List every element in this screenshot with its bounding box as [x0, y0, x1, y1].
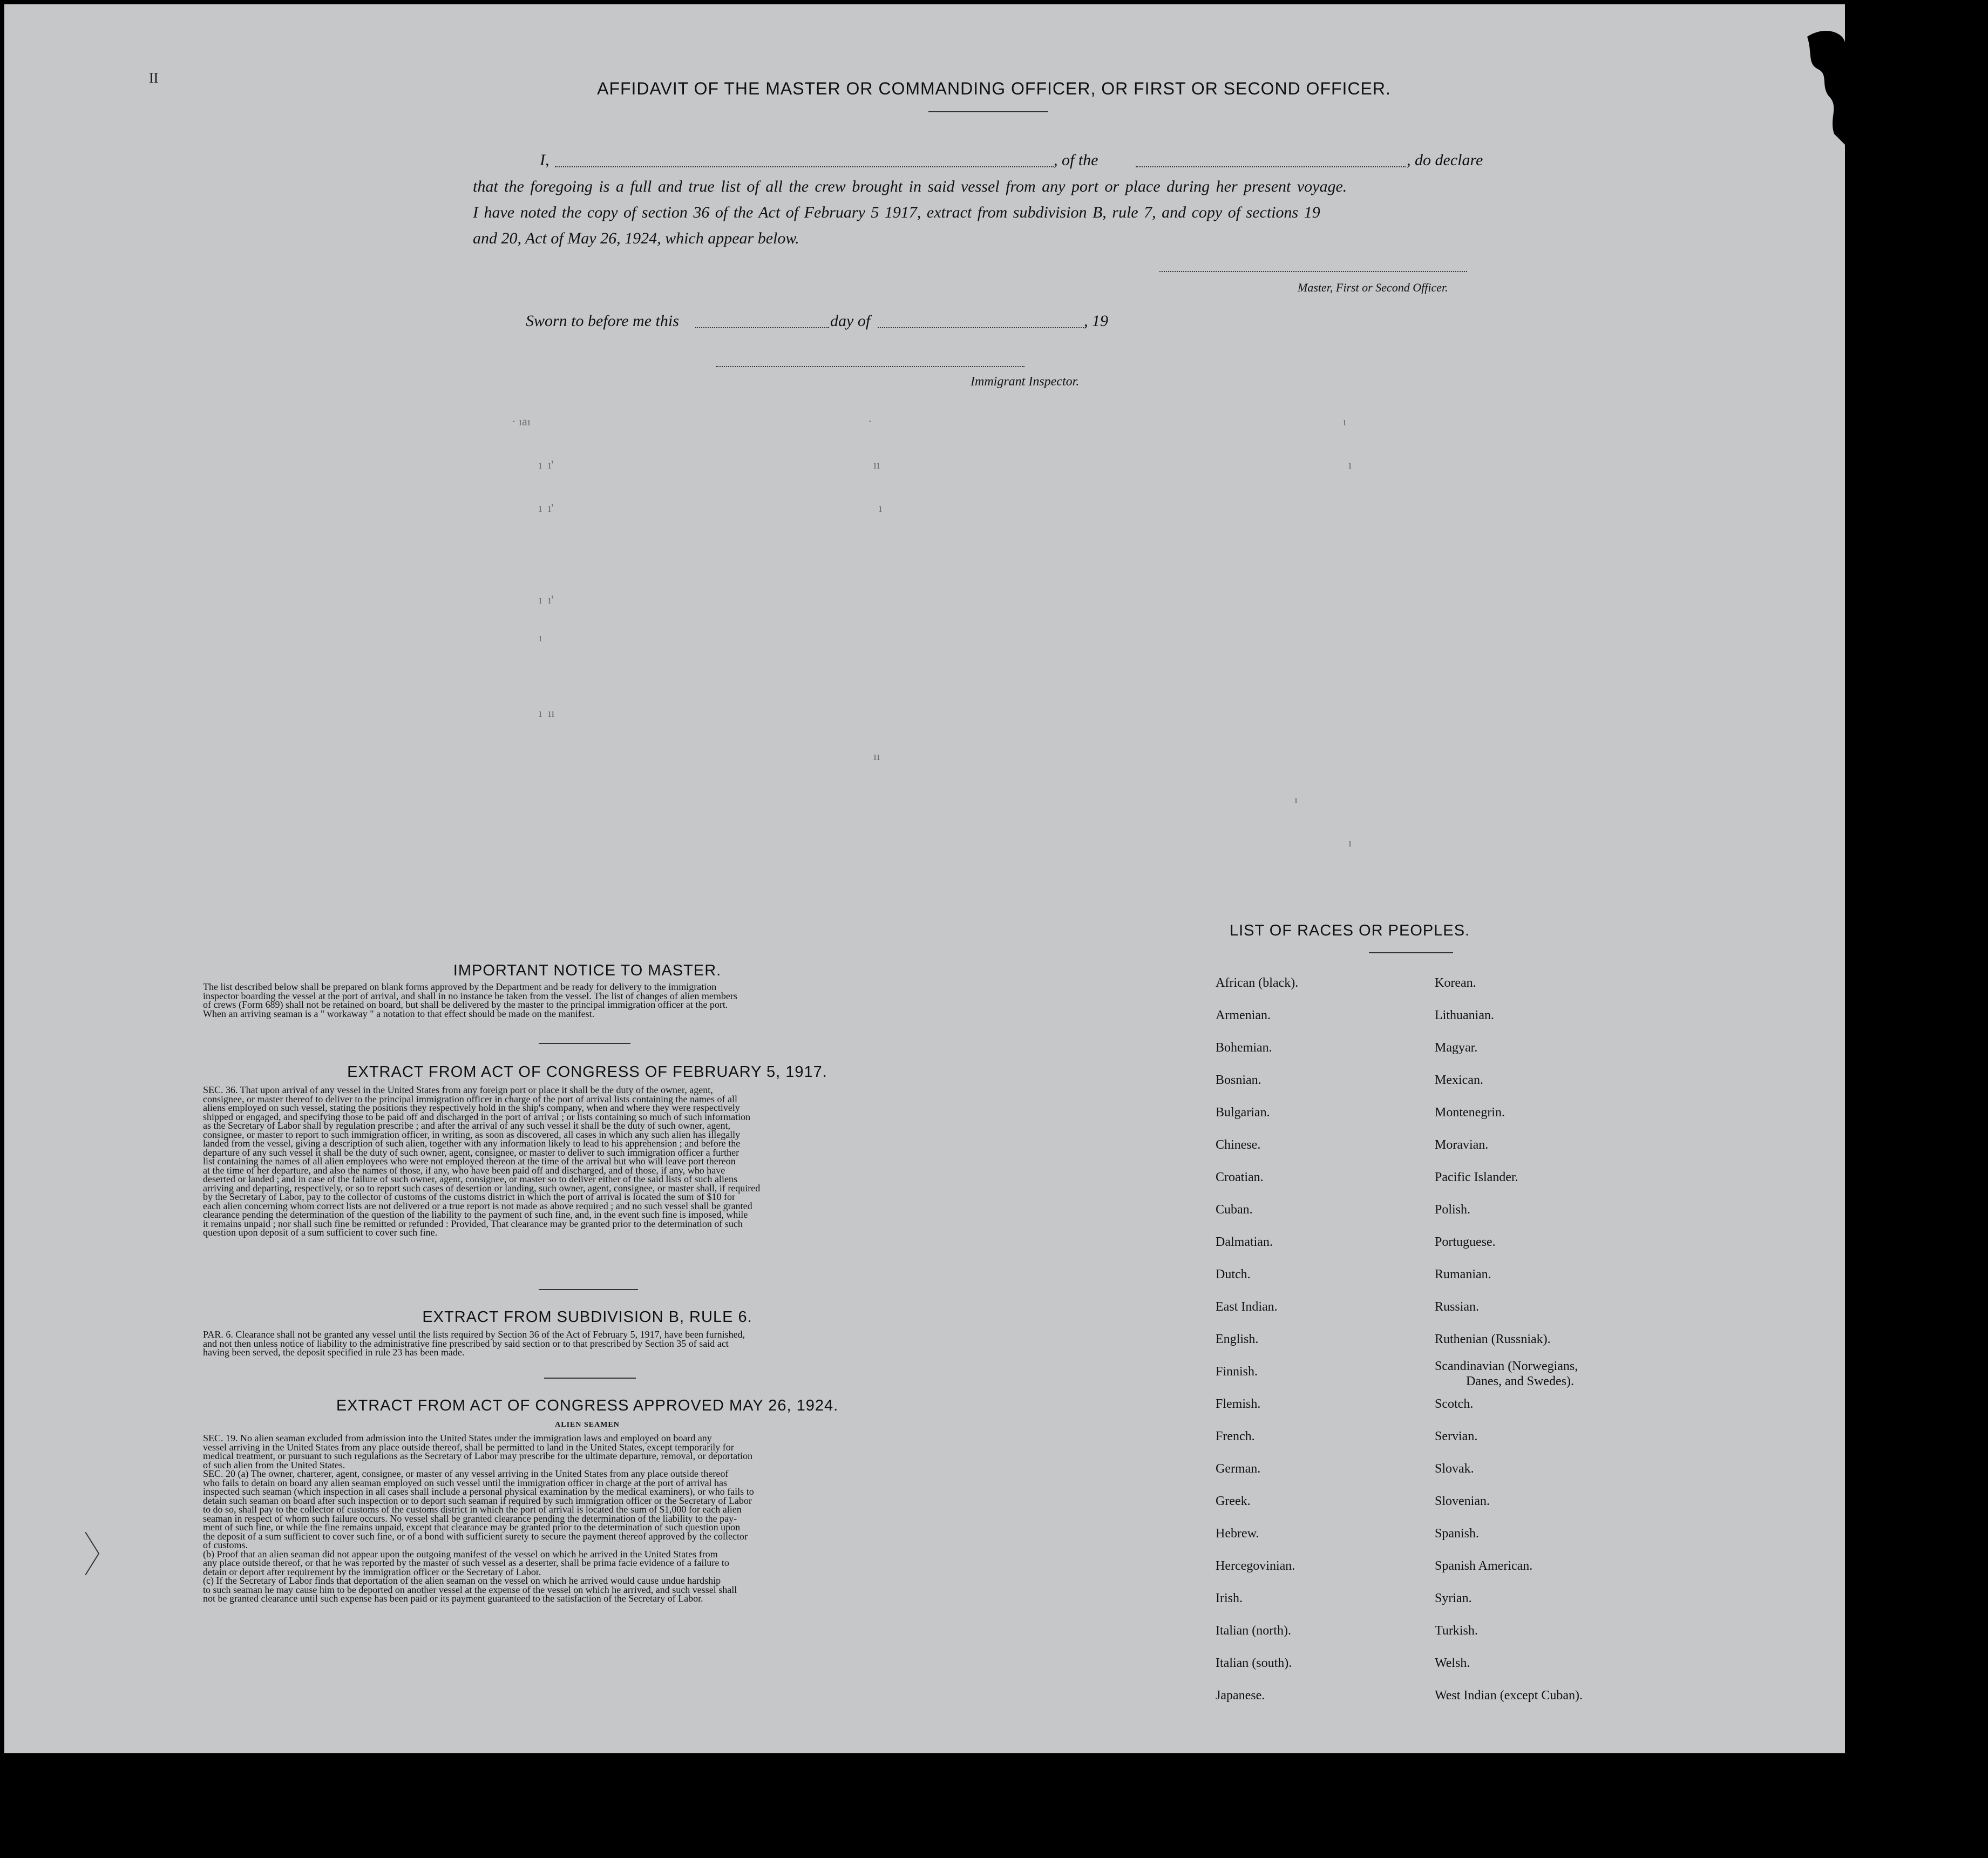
document-sheet [4, 4, 1845, 1753]
inspector-label: Immigrant Inspector. [971, 375, 1080, 389]
sworn-date-blank [695, 327, 829, 328]
race-item: German. [1216, 1462, 1261, 1476]
extract-1924-line: SEC. 19. No alien seaman excluded from admission into the United States under the immigration laws and employed on board any [203, 1433, 712, 1443]
extract-1917-line: consignee, or master to report to such immigration officer, in writing, as soon as discovered, all cases in which any such alien has illegally [203, 1129, 741, 1140]
notice-text [203, 982, 959, 1018]
race-item: Welsh. [1435, 1656, 1470, 1670]
rule6-line: having been served, the deposit specified in rule 23 has been made. [203, 1347, 465, 1358]
extract-1917-line: as the Secretary of Labor shall by regulation prescribe ; and after the arrival of any such vessel it shall be the duty of such owner, agent, [203, 1120, 730, 1131]
race-item: Greek. [1216, 1494, 1251, 1508]
extract-1917-line: at the time of her departure, and also the names of those, if any, who have been paid off and discharged, and of those, if any, who have [203, 1164, 725, 1176]
race-item: English. [1216, 1332, 1259, 1346]
edge-notch-icon [85, 1532, 101, 1575]
race-item: East Indian. [1216, 1300, 1278, 1314]
bleed-through-mark: ı ı' [539, 458, 554, 471]
notice-line: inspector boarding the vessel at the port of arrival, and shall in no instance be taken from the vessel. The list of changes of alien members [203, 990, 737, 1001]
race-item: West Indian (except Cuban). [1435, 1689, 1583, 1703]
sworn-year: , 19 [1084, 312, 1108, 330]
binder-hole-icon [1870, 1670, 1897, 1699]
affidavit-declare: , do declare [1407, 151, 1483, 169]
race-item: Syrian. [1435, 1591, 1472, 1605]
binder-hole-icon [1868, 1306, 1895, 1335]
extract-1917-title: EXTRACT FROM ACT OF CONGRESS OF FEBRUARY 5, 1917. [347, 1063, 827, 1081]
extract-1924-line: (c) If the Secretary of Labor finds that deportation of the alien seaman on the vessel on which he arrived would cause undue hardship [203, 1575, 721, 1586]
race-item: Spanish American. [1435, 1559, 1533, 1573]
race-item: French. [1216, 1429, 1255, 1443]
binder-hole-icon [1870, 1578, 1897, 1608]
sworn-day: day of [830, 312, 871, 330]
race-item: Turkish. [1435, 1624, 1478, 1638]
race-item: Bohemian. [1216, 1041, 1272, 1055]
bleed-through-mark: ı ıı [539, 706, 555, 720]
vessel-blank [1136, 166, 1406, 167]
section-divider [539, 1289, 638, 1290]
race-item: Scotch. [1435, 1397, 1474, 1411]
bleed-through-mark: ı [1348, 458, 1352, 471]
race-item: Russian. [1435, 1300, 1480, 1314]
affidavit-title: AFFIDAVIT OF THE MASTER OR COMMANDING OFFICER, OR FIRST OR SECOND OFFICER. [597, 79, 1391, 98]
race-item: Bosnian. [1216, 1073, 1261, 1087]
extract-1924-line: of customs. [203, 1540, 248, 1550]
race-item: Spanish. [1435, 1527, 1480, 1541]
race-item: Pacific Islander. [1435, 1170, 1518, 1184]
extract-1924-line: of such alien from the United States. [203, 1459, 345, 1470]
extract-1924-line: detain such seaman on board after such inspection or to deport such seaman if required by such immigration officer or the Secretary of Labor [203, 1495, 752, 1506]
signature-blank [1159, 271, 1467, 272]
extract-1924-line: detain or deport after requirement by the immigration officer or the Secretary of Labor. [203, 1566, 541, 1577]
bleed-through-mark: ı [539, 630, 542, 644]
extract-1917-line: SEC. 36. That upon arrival of any vessel in the United States from any foreign port or place it shall be the duty of the owner, agent, [203, 1084, 713, 1095]
bleed-through-mark: · [868, 415, 872, 428]
extract-1924-line: vessel arriving in the United States from any place outside thereof, shall be permitted to land in the United States, except temporarily for [203, 1441, 734, 1453]
race-item: Finnish. [1216, 1365, 1258, 1379]
binder-hole-icon [1868, 257, 1895, 286]
binder-hole-icon [1868, 341, 1895, 370]
rule6-title: EXTRACT FROM SUBDIVISION B, RULE 6. [422, 1308, 752, 1326]
binder-hole-icon [1868, 705, 1895, 734]
corner-mark: II [149, 70, 159, 86]
extract-1917-line: shipped or engaged, and specifying those to be paid off and discharged in the port of arrival ; or lists containing so much of such information [203, 1111, 751, 1122]
race-item: Italian (north). [1216, 1624, 1291, 1638]
extract-1924-line: (b) Proof that an alien seaman did not appear upon the outgoing manifest of the vessel on which he arrived in the United States from [203, 1548, 718, 1559]
extract-1924-line: seaman in respect of whom such failure occurs. No vessel shall be granted clearance pending the determination of the liability to the pay- [203, 1513, 737, 1524]
extract-1917-line: question upon deposit of a sum sufficient to cover such fine. [203, 1227, 438, 1238]
rule6-text [203, 1330, 959, 1357]
bleed-through-mark: ı ı' [539, 593, 554, 606]
race-item: Moravian. [1435, 1138, 1489, 1152]
extract-1924-line: to do so, shall pay to the collector of customs of the customs district in which the port of arrival is located the sum of $1,000 for each alien [203, 1504, 742, 1515]
extract-1917-text [203, 1086, 959, 1237]
bleed-through-mark: ı [1343, 415, 1347, 428]
extract-1924-line: inspected such seaman (which inspection in all cases shall include a personal physical examination by the medical examiners), or who fails to [203, 1486, 754, 1497]
extract-1917-line: landed from the vessel, giving a description of such alien, together with any information likely to lead to his apprehension ; and before the [203, 1138, 741, 1149]
extract-1917-line: aliens employed on such vessel, stating the positions they respectively hold in the ship's company, when and where they were respectively [203, 1102, 740, 1113]
affidavit-i: I, [540, 151, 549, 169]
race-item: Chinese. [1216, 1138, 1261, 1152]
bleed-through-mark: ı ı' [539, 501, 554, 514]
extract-1917-line: each alien concerning whom correct lists are not delivered or a true report is not made as above required ; and no such vessel shall be granted [203, 1200, 752, 1211]
name-blank [555, 166, 1054, 167]
rule6-line: PAR. 6. Clearance shall not be granted any vessel until the lists required by Section 36 of the Act of February 5, 1917, have been furnished, [203, 1329, 745, 1340]
section-divider [539, 1043, 630, 1044]
race-item: Servian. [1435, 1429, 1478, 1443]
race-item: Hercegovinian. [1216, 1559, 1295, 1573]
bleed-through-mark: ı [1294, 792, 1298, 806]
extract-1924-line: not be granted clearance until such expense has been paid or its payment guaranteed to the satisfaction of the Secretary of Labor. [203, 1593, 703, 1604]
race-item: Magyar. [1435, 1041, 1478, 1055]
extract-1917-line: it remains unpaid ; nor shall such fine be remitted or refunded : Provided, That clearance may be granted prior to the determination of such [203, 1218, 743, 1229]
race-item: Mexican. [1435, 1073, 1483, 1087]
sworn-prefix: Sworn to before me this [526, 312, 679, 330]
inspector-blank [716, 366, 1024, 367]
extract-1924-line: to such seaman he may cause him to be deported on another vessel at the expense of the vessel on which he arrived, and such vessel shall [203, 1584, 737, 1595]
notice-title: IMPORTANT NOTICE TO MASTER. [453, 962, 722, 979]
race-item: Dutch. [1216, 1267, 1251, 1281]
extract-1924-title: EXTRACT FROM ACT OF CONGRESS APPROVED MAY 26, 1924. [336, 1397, 839, 1414]
race-item: Danes, and Swedes). [1466, 1374, 1574, 1388]
extract-1917-line: deserted or landed ; and in case of the failure of such owner, agent, consignee, or master so to deliver either of the said lists of such aliens [203, 1174, 737, 1184]
affidavit-line4: and 20, Act of May 26, 1924, which appear below. [473, 229, 799, 247]
extract-1924-subtitle: ALIEN SEAMEN [555, 1421, 620, 1429]
sworn-month-blank [878, 327, 1086, 328]
extract-1924-text [203, 1434, 959, 1603]
extract-1917-line: arriving and departing, respectively, or so to report such cases of desertion or landing, such owner, agent, consignee, or master shall, if required [203, 1182, 761, 1194]
race-item: Dalmatian. [1216, 1235, 1273, 1249]
race-item: Rumanian. [1435, 1267, 1491, 1281]
race-item: Lithuanian. [1435, 1008, 1494, 1022]
race-item: Bulgarian. [1216, 1106, 1270, 1120]
bleed-through-mark: ı [879, 501, 883, 514]
race-item: Korean. [1435, 976, 1476, 990]
race-item: Slovak. [1435, 1462, 1474, 1476]
binder-hole-icon [1868, 1217, 1895, 1246]
race-item: Irish. [1216, 1591, 1243, 1605]
race-item: Hebrew. [1216, 1527, 1259, 1541]
race-item: Slovenian. [1435, 1494, 1490, 1508]
race-item: Armenian. [1216, 1008, 1271, 1022]
extract-1917-line: by the Secretary of Labor, pay to the collector of customs of the customs district in which the port of arrival is located the sum of $10 for [203, 1191, 736, 1202]
affidavit-line2: that the foregoing is a full and true list of all the crew brought in said vessel from any port or place during her present voyage. [473, 178, 1347, 195]
extract-1924-line: any place outside thereof, or that he was reported by the master of such vessel as a deserter, shall be prima facie evidence of a failure to [203, 1557, 729, 1568]
extract-1924-line: medical treatment, or pursuant to such regulations as the Secretary of Labor may prescribe for the ultimate departure, removal, or deportation [203, 1450, 753, 1461]
race-item: Polish. [1435, 1203, 1471, 1217]
notice-line: of crews (Form 689) shall not be retained on board, but shall be delivered by the master to the principal immigration officer at the port. [203, 999, 728, 1010]
race-item: Montenegrin. [1435, 1106, 1505, 1120]
extract-1917-line: departure of any such vessel it shall be the duty of such owner, agent, consignee, or master to deliver to such immigration officer a further [203, 1147, 739, 1158]
race-item: African (black). [1216, 976, 1299, 990]
bleed-through-mark: ıı [873, 458, 880, 471]
race-item: Cuban. [1216, 1203, 1253, 1217]
notice-line: The list described below shall be prepared on blank forms approved by the Department and be ready for delivery to the immigration [203, 981, 717, 992]
races-underline [1369, 952, 1453, 953]
binder-hole-icon [1868, 613, 1895, 642]
extract-1924-line: who fails to detain on board any alien seaman employed on such vessel until the immigration officer in charge at the port of arrival has [203, 1477, 728, 1488]
extract-1924-line: SEC. 20 (a) The owner, charterer, agent, consignee, or master of any vessel arriving in the United States from any place outside thereof [203, 1468, 729, 1479]
race-item: Italian (south). [1216, 1656, 1292, 1670]
title-underline [928, 111, 1048, 112]
race-item: Croatian. [1216, 1170, 1264, 1184]
section-divider [544, 1378, 636, 1379]
affidavit-line3: I have noted the copy of section 36 of the Act of February 5 1917, extract from subdivision B, rule 7, and copy of sections 19 [473, 204, 1320, 221]
rule6-line: and not then unless notice of liability to the administrative fine prescribed by said section or to that prescribed by Section 35 of said act [203, 1338, 729, 1349]
race-item: Portuguese. [1435, 1235, 1496, 1249]
signature-label: Master, First or Second Officer. [1298, 281, 1448, 294]
races-title: LIST OF RACES OR PEOPLES. [1230, 922, 1470, 939]
extract-1924-line: ment of such fine, or while the fine remains unpaid, except that clearance may be granted prior to the determination of such question upon [203, 1522, 741, 1532]
race-item: Japanese. [1216, 1689, 1265, 1703]
affidavit-of-the: , of the [1054, 151, 1098, 169]
extract-1924-line: the deposit of a sum sufficient to cover such fine, or of a bond with sufficient surety to secure the payment thereof approved by the collector [203, 1530, 748, 1542]
extract-1917-line: clearance pending the determination of the question of the liability to the payment of such fine, and, in the event such fine is imposed, while [203, 1209, 748, 1220]
notice-line: When an arriving seaman is a " workaway " a notation to that effect should be made on the manifest. [203, 1008, 595, 1019]
race-item: Ruthenian (Russniak). [1435, 1332, 1551, 1346]
bleed-through-mark: ı [1348, 836, 1352, 849]
extract-1917-line: list containing the names of all alien employees who were not employed thereon at the time of the arrival but who will leave port thereon [203, 1156, 736, 1167]
bleed-through-mark: · ıaı [512, 415, 531, 428]
race-item: Scandinavian (Norwegians, [1435, 1359, 1578, 1373]
bleed-through-mark: ıı [873, 749, 880, 763]
race-item: Flemish. [1216, 1397, 1261, 1411]
extract-1917-line: consignee, or master thereof to deliver to the principal immigration officer in charge of the port of arrival lists containing the names of all [203, 1093, 738, 1104]
